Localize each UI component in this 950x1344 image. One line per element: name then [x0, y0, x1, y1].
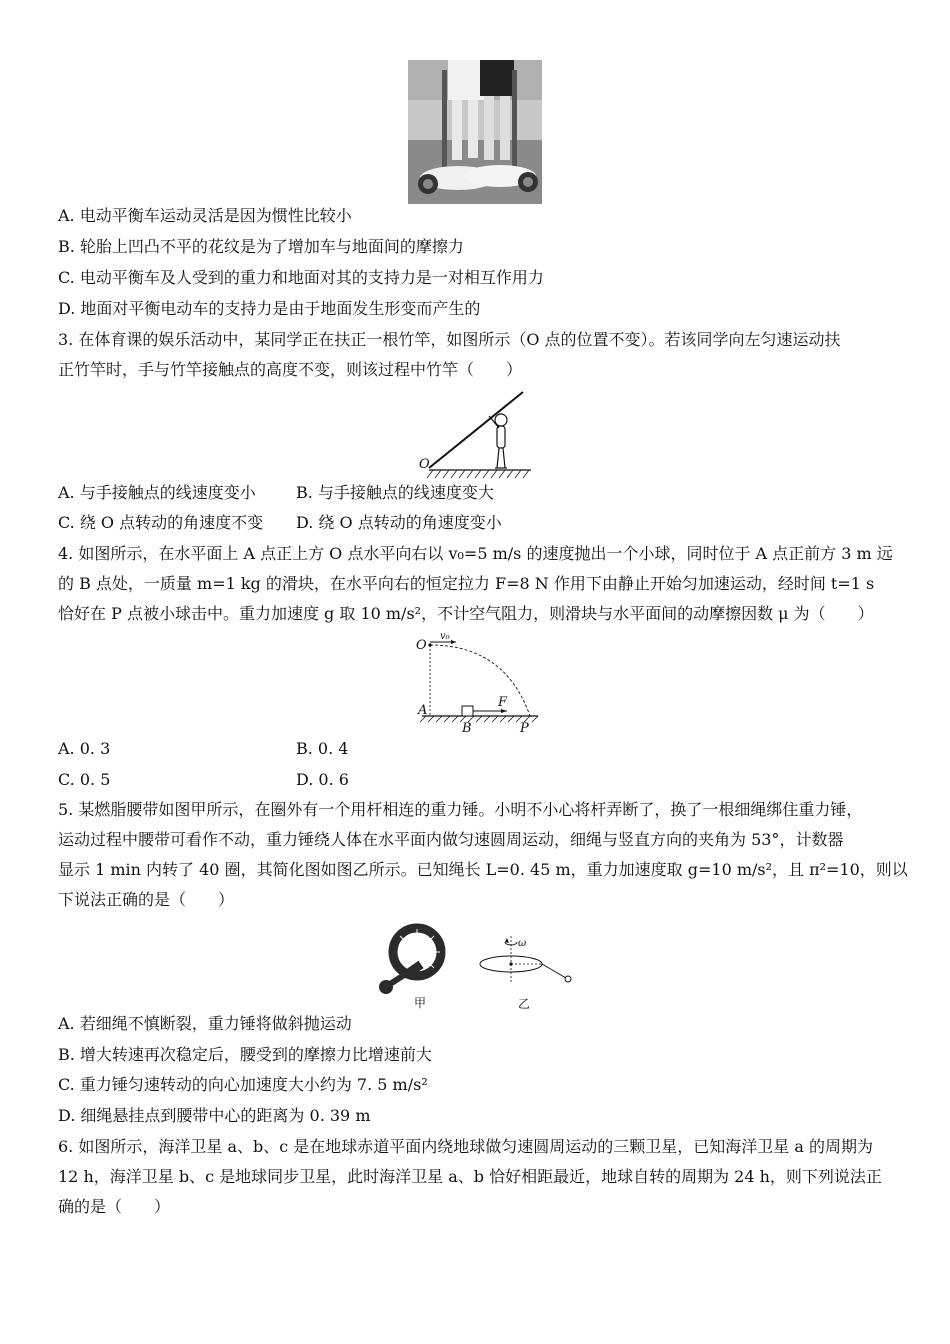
q2-option-c: C. 电动平衡车及人受到的重力和地面对其的支持力是一对相互作用力 [58, 268, 544, 287]
q6-stem-line3: 确的是（ ） [58, 1197, 171, 1216]
q4-label-v0: v₀ [440, 632, 450, 642]
q5-option-d: D. 细绳悬挂点到腰带中心的距离为 0. 39 m [58, 1106, 371, 1125]
q5-option-b: B. 增大转速再次稳定后，腰受到的摩擦力比增速前大 [58, 1045, 432, 1064]
q5-stem-line4: 下说法正确的是（ ） [58, 890, 235, 909]
q3-stem-line2: 正竹竿时，手与竹竿接触点的高度不变，则该过程中竹竿（ ） [58, 360, 523, 379]
q4-projectile-figure [410, 632, 545, 736]
q6-stem-line2: 12 h，海洋卫星 b、c 是地球同步卫星，此时海洋卫星 a、b 恰好相距最近，地球自转的周期为 24 h，则下列说法正 [58, 1167, 882, 1186]
q3-stem-line1: 3. 在体育课的娱乐活动中，某同学正在扶正一根竹竿，如图所示（O 点的位置不变）。若该同学向左匀速运动扶 [58, 330, 841, 349]
q4-option-d: D. 0. 6 [296, 770, 349, 789]
q4-option-b: B. 0. 4 [296, 739, 349, 758]
balance-scooter-photo [408, 60, 542, 204]
q3-bamboo-figure [415, 388, 535, 480]
q4-stem-line2: 的 B 点处，一质量 m=1 kg 的滑块，在水平向右的恒定拉力 F=8 N 作用下由静止开始匀加速运动，经时间 t=1 s [58, 574, 875, 593]
q4-label-o: O [416, 638, 427, 653]
q5-stem-line3: 显示 1 min 内转了 40 圈，其简化图如图乙所示。已知绳长 L=0. 45 m，重力加速度取 g=10 m/s²，且 π²=10，则以 [58, 860, 908, 879]
q5-belt-figure-jia [374, 920, 456, 1012]
q4-stem-line1: 4. 如图所示，在水平面上 A 点正上方 O 点水平向右以 v₀=5 m/s 的速度抛出一个小球，同时位于 A 点正前方 3 m 远 [58, 544, 893, 563]
q3-option-b: B. 与手接触点的线速度变大 [296, 483, 494, 502]
q2-option-a: A. 电动平衡车运动灵活是因为惯性比较小 [58, 206, 352, 225]
q5-stem-line1: 5. 某燃脂腰带如图甲所示，在圈外有一个用杆相连的重力锤。小明不小心将杆弄断了，换了一根细绳绑住重力锤， [58, 800, 863, 819]
q4-option-a: A. 0. 3 [58, 739, 111, 758]
q4-stem-line3: 恰好在 P 点被小球击中。重力加速度 g 取 10 m/s²，不计空气阻力，则滑块与水平面间的动摩擦因数 μ 为（ ） [58, 604, 874, 623]
q3-option-a: A. 与手接触点的线速度变小 [58, 483, 256, 502]
q5-label-omega: ω [518, 938, 527, 949]
q4-label-a: A [418, 703, 428, 718]
q3-label-o: O [419, 457, 430, 472]
q3-option-c: C. 绕 O 点转动的角速度不变 [58, 513, 264, 532]
q5-option-c: C. 重力锤匀速转动的向心加速度大小约为 7. 5 m/s² [58, 1075, 428, 1094]
q4-label-p: P [520, 721, 529, 736]
q6-stem-line1: 6. 如图所示，海洋卫星 a、b、c 是在地球赤道平面内绕地球做匀速圆周运动的三颗卫星，已知海洋卫星 a 的周期为 [58, 1137, 873, 1156]
q5-diagram-figure-yi [474, 932, 580, 1012]
q4-label-f: F [498, 695, 508, 710]
q5-label-yi: 乙 [518, 997, 531, 1011]
q5-stem-line2: 运动过程中腰带可看作不动，重力锤绕人体在水平面内做匀速圆周运动，细绳与竖直方向的夹角为 53°，计数器 [58, 830, 844, 849]
q2-option-d: D. 地面对平衡电动车的支持力是由于地面发生形变而产生的 [58, 299, 481, 318]
q5-label-jia: 甲 [414, 996, 427, 1010]
q3-option-d: D. 绕 O 点转动的角速度变小 [296, 513, 502, 532]
q4-option-c: C. 0. 5 [58, 770, 111, 789]
q2-option-b: B. 轮胎上凹凸不平的花纹是为了增加车与地面间的摩擦力 [58, 237, 464, 256]
q4-label-b: B [462, 721, 472, 736]
q5-option-a: A. 若细绳不慎断裂，重力锤将做斜抛运动 [58, 1014, 352, 1033]
